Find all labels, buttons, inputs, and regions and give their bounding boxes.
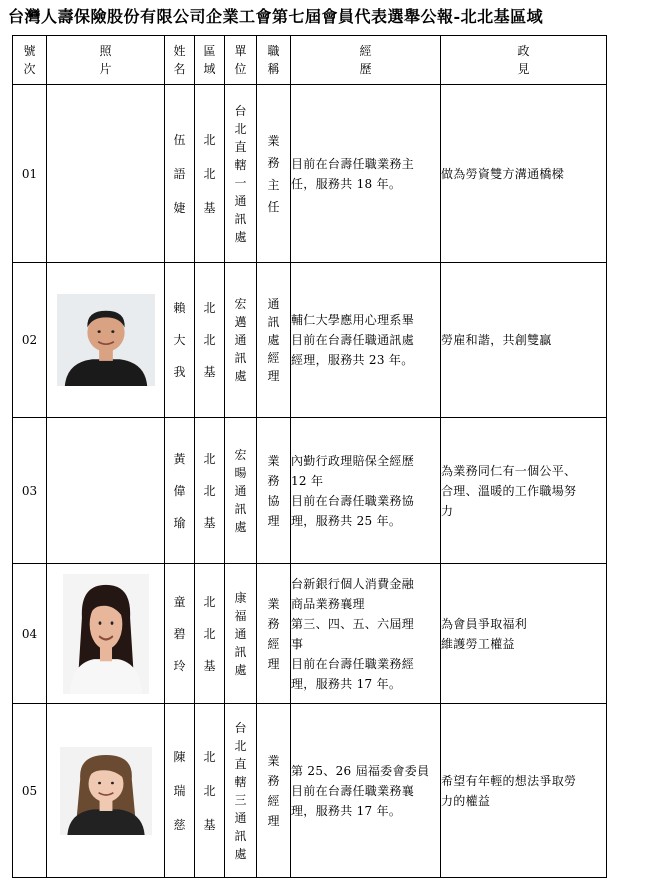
candidate-name-char: 玲 (173, 658, 186, 673)
candidate-unit-cell (225, 418, 257, 564)
table-row (13, 418, 607, 564)
candidate-experience-line: 商品業務襄理 (291, 596, 365, 611)
candidate-position-cell (257, 704, 291, 878)
candidate-experience-line: 目前在台壽任職業務主 (291, 156, 415, 171)
candidate-number: 02 (13, 263, 47, 418)
candidate-unit-char: 康 (234, 590, 247, 605)
candidate-experience (291, 310, 440, 370)
candidate-views-cell (441, 85, 607, 263)
candidate-name-char: 慈 (173, 817, 186, 832)
header-region: 區 域 (195, 36, 225, 85)
candidate-position-char: 理 (267, 813, 280, 828)
candidate-name-cell (165, 704, 195, 878)
candidate-unit-cell (225, 704, 257, 878)
header-name: 姓 名 (165, 36, 195, 85)
candidate-region (195, 443, 224, 539)
candidate-unit (225, 102, 256, 246)
candidate-unit (225, 719, 256, 863)
candidate-unit-char: 通 (234, 483, 247, 498)
candidate-region-char: 基 (203, 515, 216, 530)
candidate-region (195, 586, 224, 682)
candidate-number: 05 (13, 704, 47, 878)
table-row (13, 564, 607, 704)
candidate-unit-cell (225, 263, 257, 418)
header-views: 政 見 (441, 36, 607, 85)
candidate-unit-char: 台 (234, 103, 247, 118)
candidate-unit-char: 通 (234, 810, 247, 825)
candidate-table (12, 35, 607, 878)
candidate-unit-char: 處 (234, 229, 247, 244)
candidate-number: 03 (13, 418, 47, 564)
candidate-name-char: 碧 (173, 626, 186, 641)
candidate-unit-char: 北 (234, 121, 247, 136)
candidate-unit (225, 589, 256, 679)
candidate-unit-char: 一 (234, 175, 247, 190)
candidate-unit-char: 轄 (234, 157, 247, 172)
candidate-position-char: 務 (267, 773, 280, 788)
candidate-name-cell (165, 564, 195, 704)
candidate-name-char: 瑞 (173, 783, 186, 798)
candidate-unit-char: 訊 (234, 644, 247, 659)
candidate-region-char: 北 (203, 132, 216, 147)
candidate-photo (47, 564, 165, 704)
candidate-region-char: 北 (203, 749, 216, 764)
candidate-experience-line: 目前在台壽任職通訊處 (291, 333, 415, 347)
candidate-views-cell (441, 418, 607, 564)
candidate-unit-char: 處 (234, 846, 247, 861)
candidate-unit-char: 通 (234, 193, 247, 208)
candidate-unit-cell (225, 564, 257, 704)
candidate-region-cell (195, 85, 225, 263)
candidate-experience-line: 目前在台壽任職業務襄 (291, 783, 415, 798)
candidate-position-char: 理 (267, 513, 280, 528)
candidate-region-cell (195, 263, 225, 418)
candidate-position-char: 務 (267, 616, 280, 631)
candidate-experience-line: 事 (291, 636, 304, 651)
candidate-position-char: 業 (267, 453, 280, 468)
candidate-name-char: 大 (173, 333, 186, 347)
candidate-number: 01 (13, 85, 47, 263)
candidate-unit-char: 通 (234, 333, 247, 347)
candidate-region (195, 740, 224, 842)
table-row (13, 85, 607, 263)
candidate-unit-char: 直 (234, 139, 247, 154)
candidate-position (257, 295, 290, 385)
candidate-unit-char: 直 (234, 756, 247, 771)
candidate-experience-line: 理，服務共 17 年。 (291, 803, 402, 818)
header-photo: 照 片 (47, 36, 165, 85)
candidate-experience (291, 574, 440, 694)
candidate-photo-image (57, 294, 155, 386)
candidate-unit-char: 暘 (234, 465, 247, 480)
page-title: 台灣人壽保險股份有限公司企業工會第七屆會員代表選舉公報-北北基區域 (8, 7, 544, 26)
candidate-name-char: 陳 (173, 749, 186, 764)
candidate-position-char: 業 (267, 596, 280, 611)
candidate-position-char: 通 (267, 297, 280, 311)
candidate-experience-line: 輔仁大學應用心理系畢 (291, 313, 415, 327)
candidate-experience-line: 理，服務共 17 年。 (291, 676, 402, 691)
candidate-views-line: 做為勞資雙方溝通橋樑 (441, 166, 565, 181)
candidate-region-char: 基 (203, 658, 216, 673)
candidate-name-cell (165, 263, 195, 418)
candidate-position-cell (257, 418, 291, 564)
candidate-name-char: 語 (173, 166, 186, 181)
candidate-region-char: 基 (203, 817, 216, 832)
candidate-unit-char: 三 (234, 792, 247, 807)
candidate-name-cell (165, 418, 195, 564)
header-no: 號 次 (13, 36, 47, 85)
candidate-experience-cell (291, 564, 441, 704)
candidate-name-char: 婕 (173, 200, 186, 215)
candidate-experience (291, 154, 440, 194)
candidate-unit-char: 處 (234, 519, 247, 534)
candidate-unit-cell (225, 85, 257, 263)
candidate-views-line: 力的權益 (441, 793, 491, 808)
candidate-photo (47, 418, 165, 564)
candidate-views-line: 為會員爭取福利 (441, 616, 528, 631)
candidate-position-char: 經 (267, 636, 280, 651)
candidate-name (165, 740, 194, 842)
candidate-experience-cell (291, 85, 441, 263)
candidate-views (441, 614, 606, 654)
candidate-name (165, 443, 194, 539)
candidate-experience-line: 目前在台壽任職業務協 (291, 493, 415, 508)
candidate-experience-line: 內勤行政理賠保全經歷 (291, 453, 415, 468)
candidate-region-cell (195, 704, 225, 878)
candidate-name-char: 伍 (173, 132, 186, 147)
candidate-position-char: 協 (267, 493, 280, 508)
candidate-position (257, 751, 290, 831)
candidate-position (257, 451, 290, 531)
candidate-position-cell (257, 263, 291, 418)
candidate-region-char: 北 (203, 451, 216, 466)
candidate-position-char: 理 (267, 656, 280, 671)
candidate-experience-line: 第三、四、五、六屆理 (291, 616, 415, 631)
candidate-name-char: 我 (173, 365, 186, 379)
header-position: 職 稱 (257, 36, 291, 85)
candidate-views (441, 771, 606, 811)
candidate-experience-cell (291, 704, 441, 878)
header-experience: 經 歷 (291, 36, 441, 85)
candidate-unit-char: 處 (234, 369, 247, 383)
candidate-name-cell (165, 85, 195, 263)
candidate-position-char: 業 (267, 753, 280, 768)
candidate-unit (225, 295, 256, 385)
candidate-experience-line: 任，服務共 18 年。 (291, 176, 402, 191)
candidate-position-char: 訊 (267, 315, 280, 329)
candidate-unit-char: 訊 (234, 828, 247, 843)
candidate-name-char: 偉 (173, 483, 186, 498)
candidate-name (165, 292, 194, 388)
candidate-views-line: 為業務同仁有一個公平、 (441, 463, 577, 478)
candidate-position-cell (257, 564, 291, 704)
candidate-unit-char: 處 (234, 662, 247, 677)
candidate-position-char: 經 (267, 793, 280, 808)
candidate-region-char: 北 (203, 594, 216, 609)
candidate-experience (291, 761, 440, 821)
candidate-views-line: 希望有年輕的想法爭取勞 (441, 773, 577, 788)
table-row (13, 704, 607, 878)
candidate-experience-line: 理，服務共 25 年。 (291, 513, 402, 528)
candidate-views-line: 維護勞工權益 (441, 636, 515, 651)
candidate-photo (47, 704, 165, 878)
candidate-photo (47, 263, 165, 418)
candidate-region (195, 292, 224, 388)
candidate-views-cell (441, 704, 607, 878)
candidate-views-line: 合理、溫暖的工作職場努 (441, 483, 577, 498)
candidate-position-char: 經 (267, 351, 280, 365)
candidate-unit-char: 台 (234, 720, 247, 735)
candidate-position (257, 130, 290, 218)
candidate-name (165, 123, 194, 225)
candidate-position-char: 主 (267, 177, 280, 192)
candidate-photo (47, 85, 165, 263)
candidate-unit (225, 446, 256, 536)
candidate-region-char: 北 (203, 333, 216, 347)
candidate-views-cell (441, 564, 607, 704)
table-row (13, 263, 607, 418)
candidate-experience-line: 12 年 (291, 473, 324, 488)
candidate-region-char: 北 (203, 783, 216, 798)
candidate-views (441, 330, 606, 350)
candidate-region-char: 北 (203, 626, 216, 641)
candidate-position-char: 務 (267, 473, 280, 488)
candidate-experience-line: 目前在台壽任職業務經 (291, 656, 415, 671)
candidate-position-cell (257, 85, 291, 263)
candidate-experience (291, 451, 440, 531)
candidate-views-line: 力 (441, 503, 454, 518)
header-unit: 單 位 (225, 36, 257, 85)
candidate-position-char: 理 (267, 369, 280, 383)
candidate-region-char: 北 (203, 166, 216, 181)
candidate-unit-char: 訊 (234, 501, 247, 516)
candidate-region-char: 基 (203, 200, 216, 215)
candidate-experience-cell (291, 418, 441, 564)
candidate-region-char: 北 (203, 301, 216, 315)
candidate-experience-line: 經理，服務共 23 年。 (291, 353, 414, 367)
candidate-position-char: 處 (267, 333, 280, 347)
candidate-region-cell (195, 418, 225, 564)
candidate-name-char: 童 (173, 594, 186, 609)
candidate-unit-char: 訊 (234, 211, 247, 226)
candidate-name-char: 賴 (173, 301, 186, 315)
header-row (13, 36, 607, 85)
candidate-region-cell (195, 564, 225, 704)
candidate-unit-char: 邁 (234, 315, 247, 329)
candidate-unit-char: 北 (234, 738, 247, 753)
candidate-unit-char: 宏 (234, 297, 247, 311)
candidate-experience-line: 台新銀行個人消費金融 (291, 576, 415, 591)
candidate-name (165, 586, 194, 682)
candidate-views (441, 461, 606, 521)
candidate-photo-image (63, 574, 149, 694)
candidate-views-cell (441, 263, 607, 418)
candidate-number: 04 (13, 564, 47, 704)
candidate-name-char: 瑜 (173, 515, 186, 530)
candidate-region (195, 123, 224, 225)
candidate-unit-char: 福 (234, 608, 247, 623)
candidate-region-char: 基 (203, 365, 216, 379)
candidate-position-char: 任 (267, 199, 280, 214)
candidate-experience-cell (291, 263, 441, 418)
candidate-unit-char: 轄 (234, 774, 247, 789)
candidate-unit-char: 訊 (234, 351, 247, 365)
candidate-position-char: 務 (267, 155, 280, 170)
candidate-photo-image (60, 747, 152, 835)
candidate-position (257, 594, 290, 674)
candidate-experience-line: 第 25、26 屆福委會委員 (291, 763, 430, 778)
candidate-unit-char: 宏 (234, 447, 247, 462)
candidate-region-char: 北 (203, 483, 216, 498)
candidate-views-line: 勞雇和諧，共創雙贏 (441, 333, 552, 347)
candidate-views (441, 164, 606, 184)
candidate-name-char: 黃 (173, 451, 186, 466)
candidate-position-char: 業 (267, 133, 280, 148)
candidate-unit-char: 通 (234, 626, 247, 641)
